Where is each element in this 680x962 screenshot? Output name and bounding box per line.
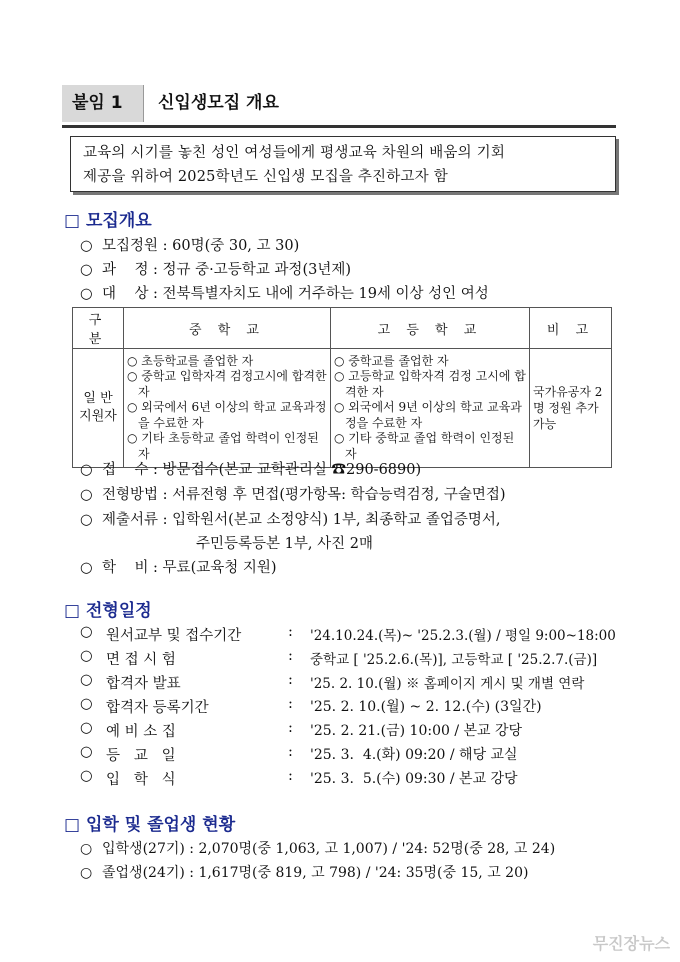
schedule-row: ○ 등 교 일 : '25. 3. 4.(화) 09:20 / 해당 교실 <box>80 744 518 764</box>
list-item: ○ 고등학교 입학자격 검정 고시에 합격한 자 <box>334 369 526 399</box>
table-header-cell: 구 분 <box>73 308 124 349</box>
high-school-cell <box>331 349 530 468</box>
document-heading <box>62 85 616 128</box>
schedule-row: ○ 원서교부 및 접수기간 : '24.10.24.(목)~ '25.2.3.(월) / 평일 9:00~18:00 <box>80 624 616 644</box>
schedule-row: ○ 면 접 시 험 : 중학교 [ '25.2.6.(목)], 고등학교 [ '25.2.7.(금)] <box>80 648 598 668</box>
list-item: ○ 입학생(27기) : 2,070명(중 1,063, 고 1,007) / '24: 52명(중 28, 고 24) <box>80 841 556 857</box>
attachment-tag: 붙임 1 <box>62 85 144 122</box>
page-title: 신입생모집 개요 <box>158 93 279 113</box>
list-item: ○ 접 수 : 방문접수(본교 교학관리실 ☎290-6890) <box>80 462 422 478</box>
list-item: ○ 모집정원 : 60명(중 30, 고 30) <box>80 238 300 254</box>
list-item: ○ 과 정 : 정규 중·고등학교 과정(3년제) <box>80 262 351 278</box>
intro-line-2: 제공을 위하여 2025학년도 신입생 모집을 추진하고자 함 <box>83 169 448 185</box>
list-item: ○ 제출서류 : 입학원서(본교 소정양식) 1부, 최종학교 졸업증명서, <box>80 512 501 528</box>
table-row <box>73 349 612 468</box>
table-header-row <box>73 308 612 349</box>
list-item: ○ 졸업생(24기) : 1,617명(중 819, 고 798) / '24: 35명(중 15, 고 20) <box>80 865 529 881</box>
bullet: ○ <box>80 624 93 640</box>
list-item: ○ 중학교를 졸업한 자 <box>334 353 449 368</box>
list-item: ○ 전형방법 : 서류전형 후 면접(평가항목: 학습능력검정, 구술면접) <box>80 487 506 503</box>
watermark-logo: 무진장뉴스 <box>592 934 670 953</box>
bullet: ○ <box>80 648 93 664</box>
schedule-row: ○ 예 비 소 집 : '25. 2. 21.(금) 10:00 / 본교 강당 <box>80 720 523 740</box>
bullet: ○ <box>80 768 93 784</box>
bullet: ○ <box>80 696 93 712</box>
section-schedule-title: □ 전형일정 <box>64 601 152 621</box>
intro-line-1: 교육의 시기를 놓친 성인 여성들에게 평생교육 차원의 배움의 기회 <box>83 145 506 161</box>
section-enrollment-title: □ 입학 및 졸업생 현황 <box>64 815 236 835</box>
table-header-cell: 비 고 <box>530 308 612 349</box>
list-item: ○ 대 상 : 전북특별자치도 내에 거주하는 19세 이상 성인 여성 <box>80 286 489 302</box>
table-header-cell: 고 등 학 교 <box>331 308 530 349</box>
schedule-row: ○ 합격자 발표 : '25. 2. 10.(월) ※ 홈페이지 게시 및 개별 연락 <box>80 672 585 692</box>
list-item: ○ 외국에서 9년 이상의 학교 교육과정을 수료한 자 <box>334 400 522 430</box>
list-item: ○ 학 비 : 무료(교육청 지원) <box>80 560 277 576</box>
list-item: ○ 기타 초등학교 졸업 학력이 인정된 자 <box>127 431 319 461</box>
list-item: ○ 기타 중학교 졸업 학력이 인정된 자 <box>334 431 515 461</box>
schedule-row: ○ 입 학 식 : '25. 3. 5.(수) 09:30 / 본교 강당 <box>80 768 518 788</box>
bullet: ○ <box>80 672 93 688</box>
bullet: ○ <box>80 744 93 760</box>
schedule-row: ○ 합격자 등록기간 : '25. 2. 10.(월) ~ 2. 12.(수) (3일간) <box>80 696 542 716</box>
list-item-continuation: 주민등록등본 1부, 사진 2매 <box>196 536 373 552</box>
list-item: ○ 초등학교를 졸업한 자 <box>127 353 254 368</box>
intro-box <box>70 136 616 192</box>
list-item: ○ 외국에서 6년 이상의 학교 교육과정을 수료한 자 <box>127 400 327 430</box>
bullet: ○ <box>80 720 93 736</box>
section-recruitment-title: □ 모집개요 <box>64 211 152 231</box>
middle-school-cell <box>124 349 331 468</box>
list-item: ○ 중학교 입학자격 검정고시에 합격한 자 <box>127 369 327 399</box>
row-label-cell: 일 반 지원자 <box>73 349 124 468</box>
note-cell: 국가유공자 2명 정원 추가 가능 <box>530 349 612 468</box>
eligibility-table <box>72 307 612 468</box>
table-header-cell: 중 학 교 <box>124 308 331 349</box>
